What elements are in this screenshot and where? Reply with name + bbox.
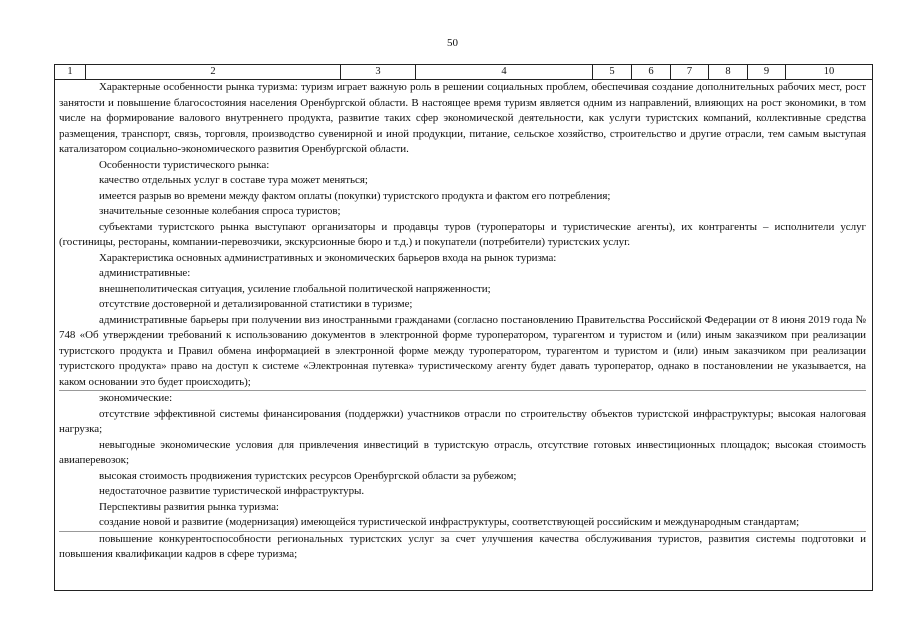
column-header-4: 4	[416, 65, 593, 79]
paragraph-competitiveness: повышение конкурентоспособности региональных туристских услуг за счет улучшения качества обслуживания туристов, развития системы подготовки и повышения квалификации кадров в сфере туризма;	[59, 532, 866, 560]
paragraph-payment-gap: имеется разрыв во времени между фактом оплаты (покупки) туристского продукта и фактом его потребления;	[99, 189, 611, 202]
paragraph-visa-barriers: административные барьеры при получении виз иностранными гражданами (согласно постановлению Правительства Российской Федерации от 8 июня 2019 года № 748 «Об утверждении требований к использованию документов в электронной форме туроператором, турагентом и туристом и (или) иным заказчиком при реализации туристского продукта и Правил обмена информацией в электронной форме между туроператором, турагентом и туристом и (или) иным заказчиком при реализации туристского продукта» право на доступ к системе «Электронная путевка» туристическому агенту будет давать туроператор, однако в постановлении не указывается, на каком основании это будет происходить);	[59, 313, 866, 392]
paragraph-geopolitical-situation: внешнеполитическая ситуация, усиление глобальной политической напряженности;	[99, 282, 491, 295]
paragraph-financing-lack: отсутствие эффективной системы финансирования (поддержки) участников отрасли по строительству объектов туристской инфраструктуры; высокая налоговая нагрузка;	[59, 407, 866, 435]
paragraph-prospects-heading: Перспективы развития рынка туризма:	[99, 500, 279, 513]
column-header-5: 5	[593, 65, 632, 79]
table-header-row	[55, 65, 872, 80]
paragraph-economic-label: экономические:	[99, 392, 173, 404]
paragraph-tourism-market-features: Характерные особенности рынка туризма: туризм играет важную роль в решении социальных проблем, обеспечивая создание дополнительных рабочих мест, рост занятости и повышение благосостояния населения Оренбургской области. В настоящее время туризм является одним из направлений, влияющих на рост экономики, в том числе на формирование валового внутреннего продукта, развитие таких сфер экономической деятельности, как услуги туристских компаний, коллективные средства размещения, транспорт, связь, торговля, производство сувенирной и иной продукции, питание, сельское хозяйство, строительство и другие отрасли, тем самым выступая катализатором социально-экономического развития Оренбургской области.	[59, 81, 866, 155]
paragraph-service-quality: качество отдельных услуг в составе тура может меняться;	[99, 174, 368, 186]
paragraph-administrative-label: административные:	[99, 267, 191, 279]
page-number: 50	[447, 37, 458, 49]
paragraph-infrastructure-development: создание новой и развитие (модернизация) имеющейся туристической инфраструктуры, соответствующей российским и международным стандартам;	[59, 515, 866, 532]
column-header-6: 6	[632, 65, 671, 79]
column-header-8: 8	[709, 65, 748, 79]
column-header-3: 3	[341, 65, 416, 79]
paragraph-seasonal-demand: значительные сезонные колебания спроса туристов;	[99, 205, 341, 217]
paragraph-investment-conditions: невыгодные экономические условия для привлечения инвестиций в туристскую отрасль, отсутствие готовых инвестиционных площадок; высокая стоимость авиаперевозок;	[59, 438, 866, 466]
column-header-1: 1	[55, 65, 86, 79]
column-header-2: 2	[86, 65, 341, 79]
paragraph-statistics-lack: отсутствие достоверной и детализированной статистики в туризме;	[99, 298, 413, 310]
paragraph-infrastructure-lack: недостаточное развитие туристической инфраструктуры.	[99, 485, 365, 497]
paragraph-market-subjects: субъектами туристского рынка выступают организаторы и продавцы туров (туроператоры и туристические агенты), их контрагенты – исполнители услуг (гостиницы, рестораны, компании-перевозчики, экскурсионные бюро и т.д.) и покупатели (потребители) туристских услуг.	[59, 220, 866, 248]
column-header-9: 9	[748, 65, 786, 79]
paragraph-promotion-cost: высокая стоимость продвижения туристских ресурсов Оренбургской области за рубежом;	[99, 469, 517, 482]
column-header-10: 10	[823, 66, 835, 77]
table-body-cell	[55, 79, 872, 590]
column-header-7: 7	[671, 65, 709, 79]
paragraph-market-specifics-heading: Особенности туристического рынка:	[99, 158, 270, 171]
document-table	[54, 64, 873, 591]
paragraph-barriers-heading: Характеристика основных административных и экономических барьеров входа на рынок туризма:	[99, 251, 557, 264]
